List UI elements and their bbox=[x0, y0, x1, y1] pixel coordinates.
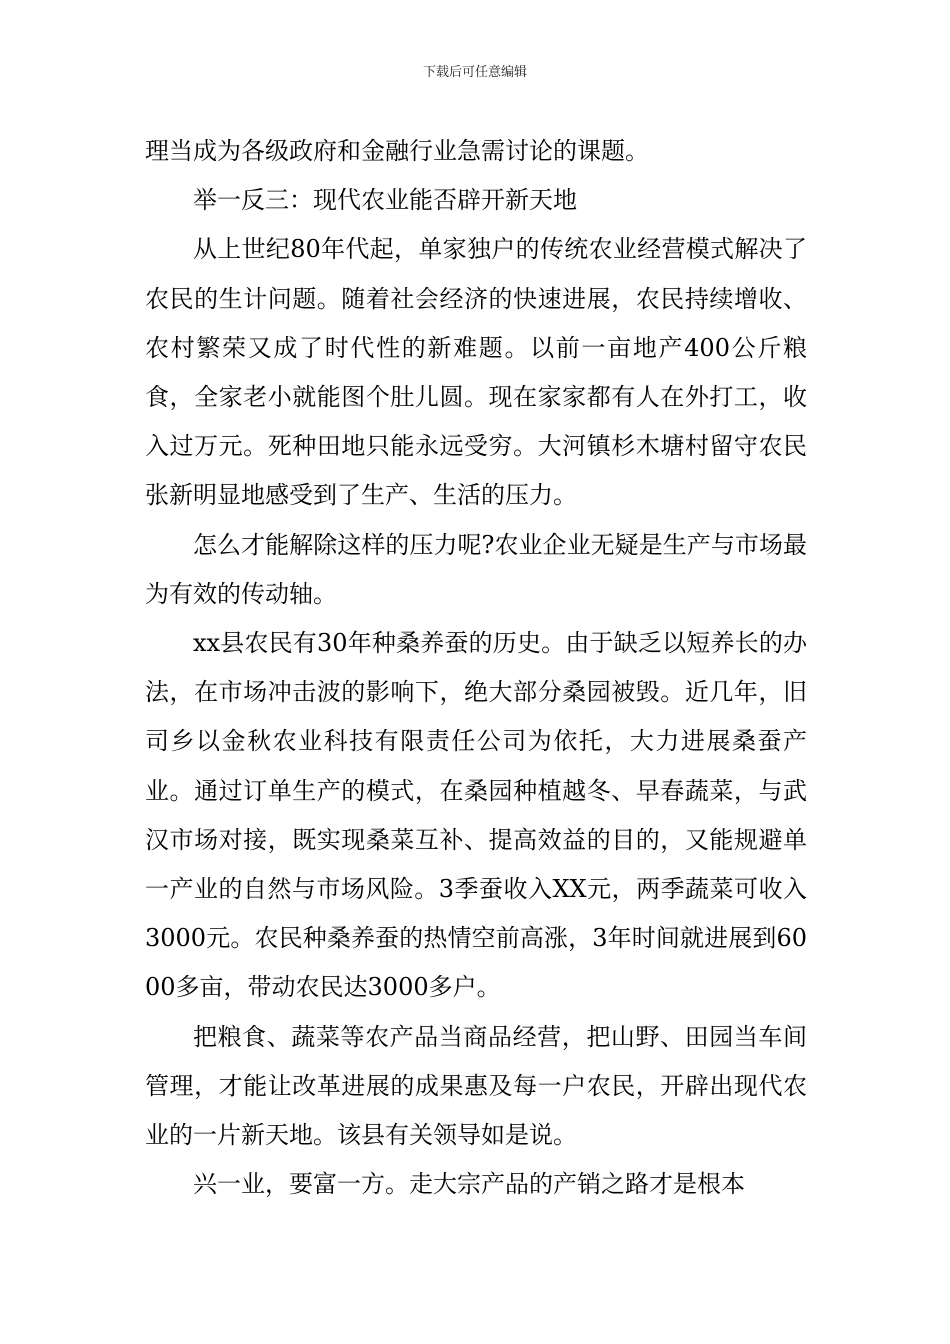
paragraph: 兴一业，要富一方。走大宗产品的产销之路才是根本 bbox=[193, 1170, 745, 1199]
page-header: 下载后可任意编辑 bbox=[422, 65, 527, 80]
paragraph: 从上世纪80年代起，单家独户的传统农业经营模式解决了农民的生计问题。随着社会经济的快速进展，农民持续增收、农村繁荣又成了时代性的新难题。以前一亩地产400公斤粮食，全家老小就能图个肚儿圆。现在家家都有人在外打工，收入过万元。死种田地只能永远受穷。大河镇杉木塘村留守农民张新明显地感受到了生产、生活的压力。 bbox=[145, 235, 807, 510]
paragraph: 把粮食、蔬菜等农产品当商品经营，把山野、田园当车间管理，才能让改革进展的成果惠及每一户农民，开辟出现代农业的一片新天地。该县有关领导如是说。 bbox=[145, 1022, 807, 1150]
document-body bbox=[145, 127, 807, 1209]
paragraph: xx县农民有30年种桑养蚕的历史。由于缺乏以短养长的办法，在市场冲击波的影响下，绝大部分桑园被毁。近几年，旧司乡以金秋农业科技有限责任公司为依托，大力进展桑蚕产业。通过订单生产的模式，在桑园种植越冬、早春蔬菜，与武汉市场对接，既实现桑菜互补、提高效益的目的，又能规避单一产业的自然与市场风险。3季蚕收入XX元，两季蔬菜可收入3000元。农民种桑养蚕的热情空前高涨，3年时间就进展到6000多亩，带动农民达3000多户。 bbox=[145, 629, 807, 1002]
section-heading: 举一反三：现代农业能否辟开新天地 bbox=[193, 186, 577, 215]
paragraph: 怎么才能解除这样的压力呢?农业企业无疑是生产与市场最为有效的传动轴。 bbox=[145, 530, 807, 608]
paragraph: 理当成为各级政府和金融行业急需讨论的课题。 bbox=[145, 137, 649, 165]
